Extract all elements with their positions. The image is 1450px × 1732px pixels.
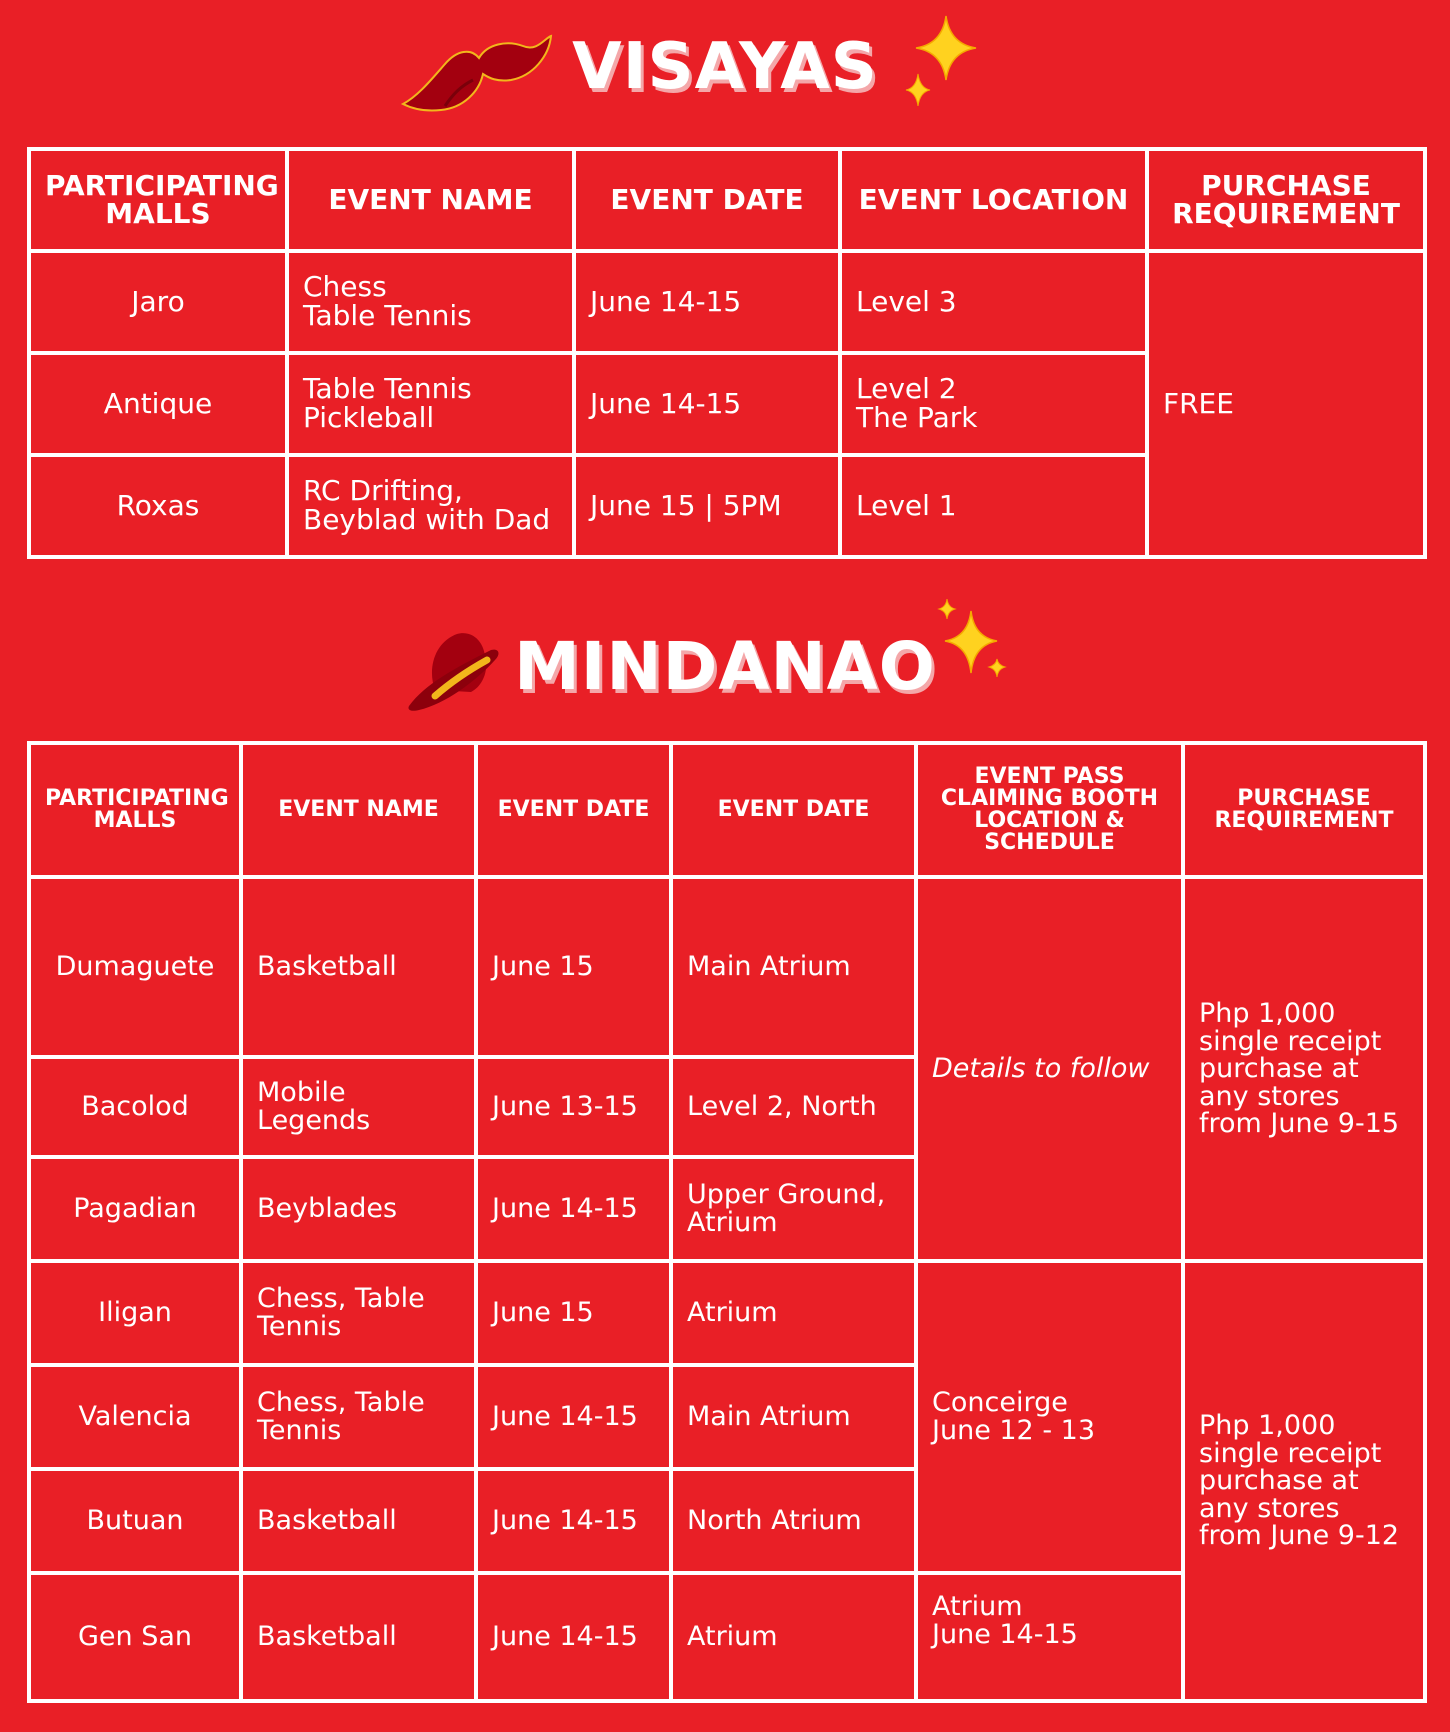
event-line: Table Tennis bbox=[303, 299, 472, 332]
column-header: EVENT DATE bbox=[671, 743, 916, 877]
table-row bbox=[29, 1261, 1425, 1365]
mall-cell: Butuan bbox=[29, 1469, 241, 1573]
event-cell bbox=[287, 251, 574, 353]
column-header: EVENT NAME bbox=[287, 149, 574, 251]
location-line: Level 2 bbox=[856, 372, 957, 406]
table-header-row bbox=[29, 149, 1425, 251]
location-cell bbox=[840, 455, 1147, 557]
mall-cell: Antique bbox=[29, 353, 287, 455]
column-header: PURCHASE REQUIREMENT bbox=[1147, 149, 1425, 251]
event-line: Chess bbox=[303, 270, 387, 304]
mall-cell: Bacolod bbox=[29, 1057, 241, 1157]
date-cell: June 14-15 bbox=[574, 251, 840, 353]
event-line: Beyblad with Dad bbox=[303, 503, 551, 536]
date-cell: June 13-15 bbox=[476, 1057, 671, 1157]
event-cell bbox=[287, 455, 574, 557]
location-cell: Main Atrium bbox=[671, 877, 916, 1057]
purchase-requirement-cell: Php 1,000 single receipt purchase at any stores from June 9-12 bbox=[1183, 1261, 1425, 1701]
table-row bbox=[29, 251, 1425, 353]
booth-cell bbox=[916, 1573, 1183, 1701]
column-header: PARTICIPATING MALLS bbox=[29, 743, 241, 877]
mall-cell: Dumaguete bbox=[29, 877, 241, 1057]
event-cell: Basketball bbox=[241, 1469, 476, 1573]
mall-cell: Valencia bbox=[29, 1365, 241, 1469]
table-header-row bbox=[29, 743, 1425, 877]
mindanao-table bbox=[27, 741, 1427, 1703]
event-cell: Beyblades bbox=[241, 1157, 476, 1261]
event-cell: Basketball bbox=[241, 877, 476, 1057]
booth-line: June 12 - 13 bbox=[932, 1415, 1096, 1446]
date-cell: June 14-15 bbox=[574, 353, 840, 455]
location-line: The Park bbox=[856, 401, 978, 434]
booth-line: Atrium bbox=[932, 1591, 1023, 1622]
sparkles-icon bbox=[935, 597, 1007, 683]
mall-cell: Gen San bbox=[29, 1573, 241, 1701]
event-cell: Chess, Table Tennis bbox=[241, 1365, 476, 1469]
location-line: Level 1 bbox=[856, 488, 957, 522]
date-cell: June 15 bbox=[476, 1261, 671, 1365]
table-row bbox=[29, 877, 1425, 1057]
column-header: PARTICIPATING MALLS bbox=[29, 149, 287, 251]
event-cell: Mobile Legends bbox=[241, 1057, 476, 1157]
sparkles-icon bbox=[900, 14, 980, 106]
event-line: Table Tennis bbox=[303, 372, 472, 406]
location-cell: Atrium bbox=[671, 1261, 916, 1365]
column-header: EVENT PASS CLAIMING BOOTH LOCATION & SCHEDULE bbox=[916, 743, 1183, 877]
date-cell: June 14-15 bbox=[476, 1365, 671, 1469]
date-cell: June 14-15 bbox=[476, 1573, 671, 1701]
column-header: PURCHASE REQUIREMENT bbox=[1183, 743, 1425, 877]
column-header: EVENT DATE bbox=[476, 743, 671, 877]
booth-line: Conceirge bbox=[932, 1387, 1068, 1419]
event-line: Pickleball bbox=[303, 401, 435, 434]
location-cell bbox=[840, 251, 1147, 353]
visayas-title: VISAYAS bbox=[572, 30, 878, 104]
mall-cell: Roxas bbox=[29, 455, 287, 557]
purchase-requirement-cell: Php 1,000 single receipt purchase at any stores from June 9-15 bbox=[1183, 877, 1425, 1261]
visayas-table bbox=[27, 147, 1427, 559]
mall-cell: Iligan bbox=[29, 1261, 241, 1365]
booth-line: June 14-15 bbox=[932, 1618, 1078, 1650]
column-header: EVENT LOCATION bbox=[840, 149, 1147, 251]
location-line: Level 3 bbox=[856, 284, 957, 318]
location-cell: North Atrium bbox=[671, 1469, 916, 1573]
location-cell: Level 2, North bbox=[671, 1057, 916, 1157]
location-cell: Upper Ground, Atrium bbox=[671, 1157, 916, 1261]
booth-cell bbox=[916, 1261, 1183, 1573]
event-cell bbox=[287, 353, 574, 455]
location-cell bbox=[840, 353, 1147, 455]
event-cell: Basketball bbox=[241, 1573, 476, 1701]
date-cell: June 14-15 bbox=[476, 1157, 671, 1261]
date-cell: June 15 | 5PM bbox=[574, 455, 840, 557]
column-header: EVENT NAME bbox=[241, 743, 476, 877]
mindanao-title: MINDANAO bbox=[514, 628, 936, 705]
date-cell: June 14-15 bbox=[476, 1469, 671, 1573]
date-cell: June 15 bbox=[476, 877, 671, 1057]
column-header: EVENT DATE bbox=[574, 149, 840, 251]
mall-cell: Jaro bbox=[29, 251, 287, 353]
booth-cell: Details to follow bbox=[916, 877, 1183, 1261]
event-cell: Chess, Table Tennis bbox=[241, 1261, 476, 1365]
location-cell: Atrium bbox=[671, 1573, 916, 1701]
event-line: RC Drifting, bbox=[303, 474, 463, 508]
mall-cell: Pagadian bbox=[29, 1157, 241, 1261]
location-cell: Main Atrium bbox=[671, 1365, 916, 1469]
purchase-requirement-cell: FREE bbox=[1147, 251, 1425, 557]
